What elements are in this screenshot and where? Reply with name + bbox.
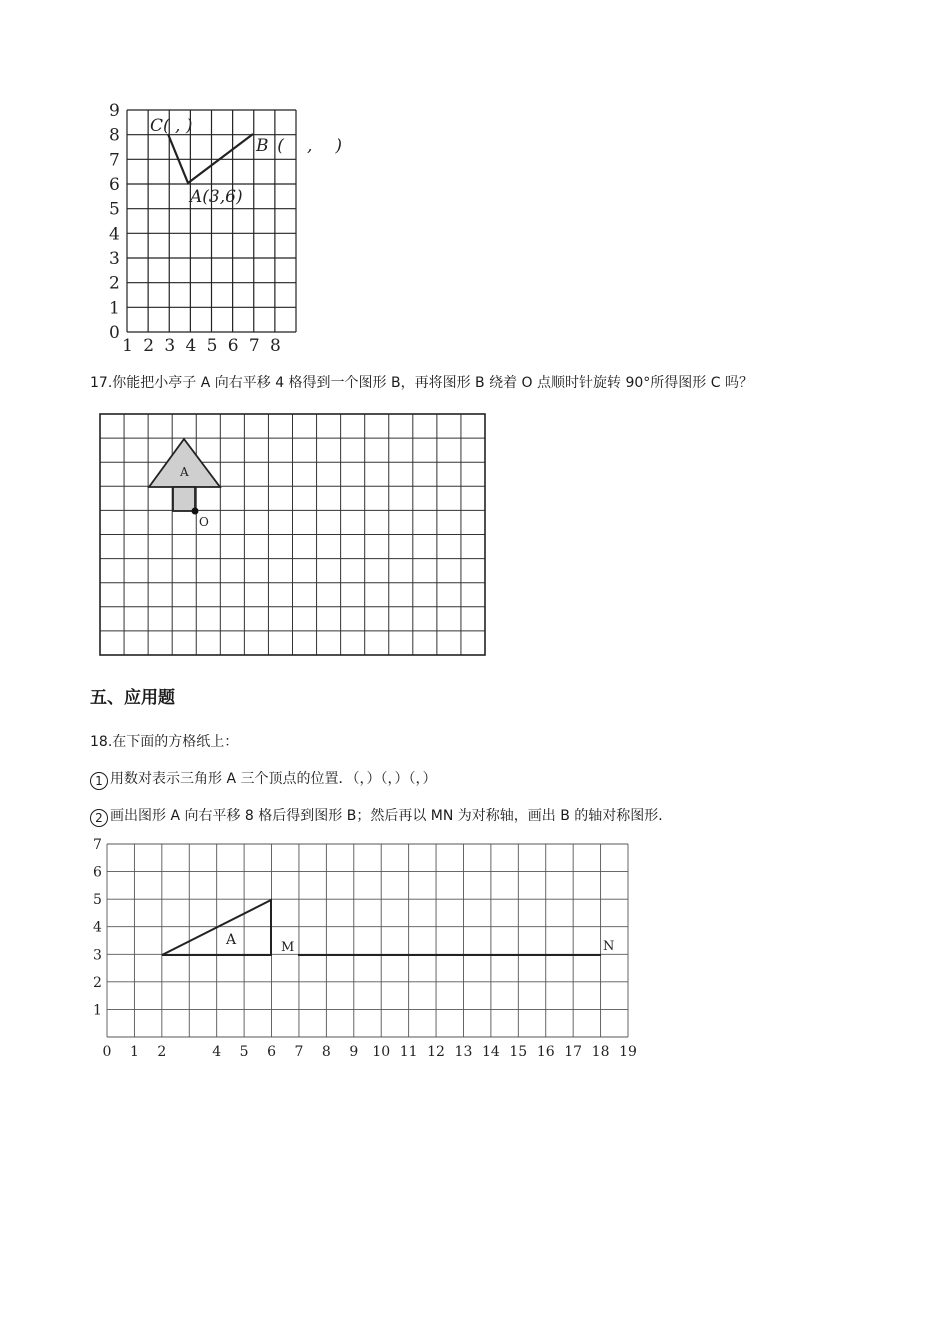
x-tick-label: 2 — [143, 336, 155, 355]
y-tick-label: 7 — [93, 837, 102, 853]
y-tick-label: 1 — [109, 298, 120, 319]
point-o — [192, 508, 199, 515]
x-tick-label: 0 — [102, 1044, 112, 1060]
y-tick-label: 2 — [93, 974, 102, 991]
label-c: C( , ) — [150, 116, 193, 136]
triangle-cab — [168, 134, 253, 183]
x-tick-label: 4 — [185, 336, 197, 355]
x-tick-label: 7 — [248, 336, 260, 355]
x-tick-label: 10 — [372, 1044, 391, 1060]
x-tick-label: 6 — [267, 1044, 276, 1060]
pavilion-label: A — [180, 465, 189, 479]
y-tick-label: 3 — [109, 249, 120, 269]
y-tick-label: 6 — [93, 864, 102, 881]
coordinate-grid-q16 — [100, 100, 360, 355]
point-o-label: O — [199, 515, 209, 529]
y-tick-label: 2 — [109, 273, 120, 294]
y-tick-label: 5 — [109, 199, 120, 220]
pavilion-roof — [149, 439, 220, 487]
question-18-item-1 — [90, 770, 436, 790]
x-tick-label: 11 — [399, 1044, 418, 1060]
x-tick-label: 4 — [212, 1044, 222, 1060]
x-tick-label: 8 — [270, 336, 281, 355]
y-tick-label: 5 — [93, 892, 102, 909]
x-tick-label: 2 — [157, 1044, 167, 1060]
question-17-text: 17.你能把小亭子 A 向右平移 4 格得到一个图形 B，再将图形 B 绕着 O 点顺时针旋转 90°所得图形 C 吗？ — [90, 375, 753, 391]
y-tick-label: 9 — [109, 101, 120, 121]
x-tick-label: 18 — [591, 1044, 610, 1060]
question-18-item-2 — [90, 807, 672, 827]
label-b: B( , ) — [256, 136, 342, 156]
x-tick-label: 3 — [164, 336, 176, 355]
y-tick-label: 3 — [93, 947, 102, 964]
x-tick-label: 17 — [564, 1044, 583, 1060]
x-tick-label: 9 — [349, 1044, 359, 1060]
y-tick-label: 6 — [109, 175, 120, 195]
x-tick-label: 13 — [454, 1044, 473, 1060]
n-label: N — [603, 939, 615, 954]
x-tick-label: 12 — [427, 1044, 445, 1060]
y-tick-label: 8 — [109, 125, 120, 146]
m-label: M — [281, 940, 295, 955]
x-tick-label: 14 — [481, 1044, 500, 1060]
x-tick-label: 16 — [536, 1044, 555, 1060]
x-tick-label: 5 — [239, 1044, 249, 1060]
item-1-text: 用数对表示三角形 A 三个顶点的位置．（，）（，）（，） — [110, 771, 437, 787]
grid-q17 — [98, 412, 490, 660]
y-tick-label: 4 — [109, 224, 120, 245]
grid-q18 — [85, 833, 645, 1068]
item-1-marker: 1 — [90, 772, 108, 790]
y-tick-label: 0 — [109, 323, 120, 343]
pavilion-post — [173, 487, 195, 511]
x-tick-label: 6 — [227, 336, 239, 355]
triangle-a-label: A — [226, 932, 237, 948]
question-18-intro: 18.在下面的方格纸上： — [90, 734, 239, 750]
x-tick-label: 8 — [321, 1044, 331, 1060]
x-tick-label: 5 — [206, 336, 218, 355]
x-tick-label: 7 — [294, 1044, 304, 1060]
y-tick-label: 1 — [93, 1002, 102, 1019]
item-2-marker: 2 — [90, 809, 108, 827]
x-tick-label: 1 — [122, 336, 133, 355]
y-tick-label: 4 — [93, 919, 102, 936]
x-tick-label: 15 — [509, 1044, 528, 1060]
x-tick-label: 1 — [129, 1044, 139, 1060]
y-tick-label: 7 — [109, 150, 120, 171]
x-tick-label: 19 — [619, 1044, 637, 1060]
section-title: 五、应用题 — [90, 688, 175, 708]
item-2-text: 画出图形 A 向右平移 8 格后得到图形 B；然后再以 MN 为对称轴，画出 B 的轴对称图形． — [110, 808, 673, 824]
label-a: A(3,6) — [190, 187, 243, 207]
